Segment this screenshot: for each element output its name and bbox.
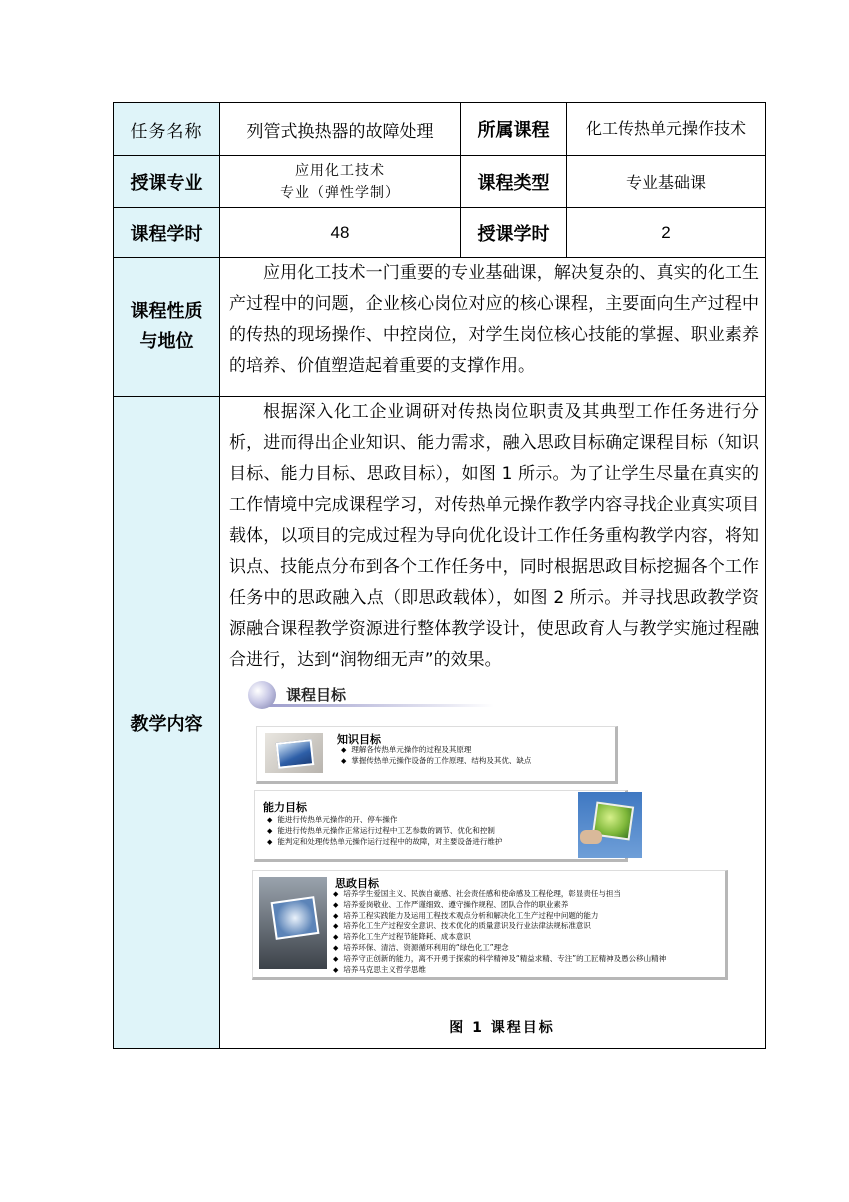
figure-caption: 图 1 课程目标	[449, 1020, 555, 1036]
major-value	[220, 156, 461, 208]
ideology-heading: 思政目标	[335, 877, 379, 890]
ability-box	[254, 790, 628, 862]
figure-title: 课程目标	[286, 686, 347, 704]
ideology-item: ◆ 培养化工生产过程安全意识、技术优化的质量意识及行业法律法规标准意识	[333, 921, 666, 932]
photo-clouds-icon	[259, 877, 327, 969]
photo-sky-icon	[265, 733, 323, 773]
knowledge-heading: 知识目标	[337, 733, 381, 746]
task-name-label: 任务名称	[114, 103, 220, 156]
course-hours-value: 48	[220, 208, 461, 258]
ideology-item: ◆ 培养工程实践能力及运用工程技术观点分析和解决化工生产过程中问题的能力	[333, 911, 666, 922]
ideology-box	[252, 870, 728, 980]
task-name-value: 列管式换热器的故障处理	[220, 103, 461, 156]
knowledge-item: ◆ 掌握传热单元操作设备的工作原理、结构及其优、缺点	[341, 756, 531, 767]
nature-text: 应用化工技术一门重要的专业基础课，解决复杂的、真实的化工生产过程中的问题，企业核心岗位对应的核心课程，主要面向生产过程中的传热的现场操作、中控岗位，对学生岗位核心技能的掌握、职业素养的培养、价值塑造起着重要的支撑作用。	[229, 263, 759, 376]
ability-item: ◆ 能进行传热单元操作的开、停车操作	[267, 815, 502, 826]
teach-hours-label: 授课学时	[461, 208, 567, 258]
ideology-item: ◆ 培养马克思主义哲学思维	[333, 965, 666, 976]
teach-hours-value: 2	[567, 208, 766, 258]
course-label: 所属课程	[461, 103, 567, 156]
ability-heading: 能力目标	[263, 801, 307, 814]
ideology-item: ◆ 培养化工生产过程节能降耗、成本意识	[333, 932, 666, 943]
knowledge-list	[341, 745, 531, 767]
ability-list	[267, 815, 502, 847]
figure-title-bar	[248, 680, 488, 710]
ideology-item: ◆ 培养学生爱国主义、民族自豪感、社会责任感和使命感及工程伦理，彰显责任与担当	[333, 889, 666, 900]
course-hours-label: 课程学时	[114, 208, 220, 258]
content-text: 根据深入化工企业调研对传热岗位职责及其典型工作任务进行分析，进而得出企业知识、能力需求，融入思政目标确定课程目标（知识目标、能力目标、思政目标），如图 1 所示。为了让学生尽量在真实的工作情境中完成课程学习，对传热单元操作教学内容寻找企业真实项目载体，以项目的完成过程为导向优化设计工作任务重构教学内容，将知识点、技能点分布到各个工作任务中，同时根据思政目标挖掘各个工作任务中的思政融入点（即思政载体），如图 2 所示。并寻找思政教学资源融合课程教学资源进行整体教学设计，使思政育人与教学实施过程融合进行，达到“润物细无声”的效果。	[229, 402, 759, 670]
task-info-table	[113, 102, 766, 1049]
ability-item: ◆ 能进行传热单元操作正常运行过程中工艺参数的调节、优化和控制	[267, 826, 502, 837]
sphere-bullet-icon	[248, 681, 276, 709]
major-value-line1: 应用化工技术	[295, 162, 385, 179]
photo-leaves-icon	[578, 792, 642, 858]
ability-item: ◆ 能判定和处理传热单元操作运行过程中的故障，对主要设备进行维护	[267, 837, 502, 848]
ideology-item: ◆ 培养爱岗敬业、工作严谨细致、遵守操作规程、团队合作的职业素养	[333, 900, 666, 911]
ideology-item: ◆ 培养环保、清洁、资源循环利用的“绿色化工”理念	[333, 943, 666, 954]
nature-label	[114, 258, 220, 397]
nature-label-line2: 与地位	[139, 331, 194, 352]
course-value: 化工传热单元操作技术	[567, 103, 766, 156]
knowledge-item: ◆ 理解各传热单元操作的过程及其原理	[341, 745, 531, 756]
nature-cell	[220, 258, 766, 397]
content-label: 教学内容	[114, 397, 220, 1049]
knowledge-box	[256, 726, 618, 784]
ideology-list	[333, 889, 666, 975]
course-objectives-figure	[248, 680, 756, 1038]
nature-label-line1: 课程性质	[130, 301, 203, 322]
course-type-value: 专业基础课	[567, 156, 766, 208]
course-type-label: 课程类型	[461, 156, 567, 208]
major-label: 授课专业	[114, 156, 220, 208]
content-cell	[220, 397, 766, 1049]
major-value-line2: 专业（弹性学制）	[280, 184, 400, 201]
ideology-item: ◆ 培养守正创新的能力，离不开勇于探索的科学精神及“精益求精、专注”的工匠精神及愚公移山精神	[333, 954, 666, 965]
